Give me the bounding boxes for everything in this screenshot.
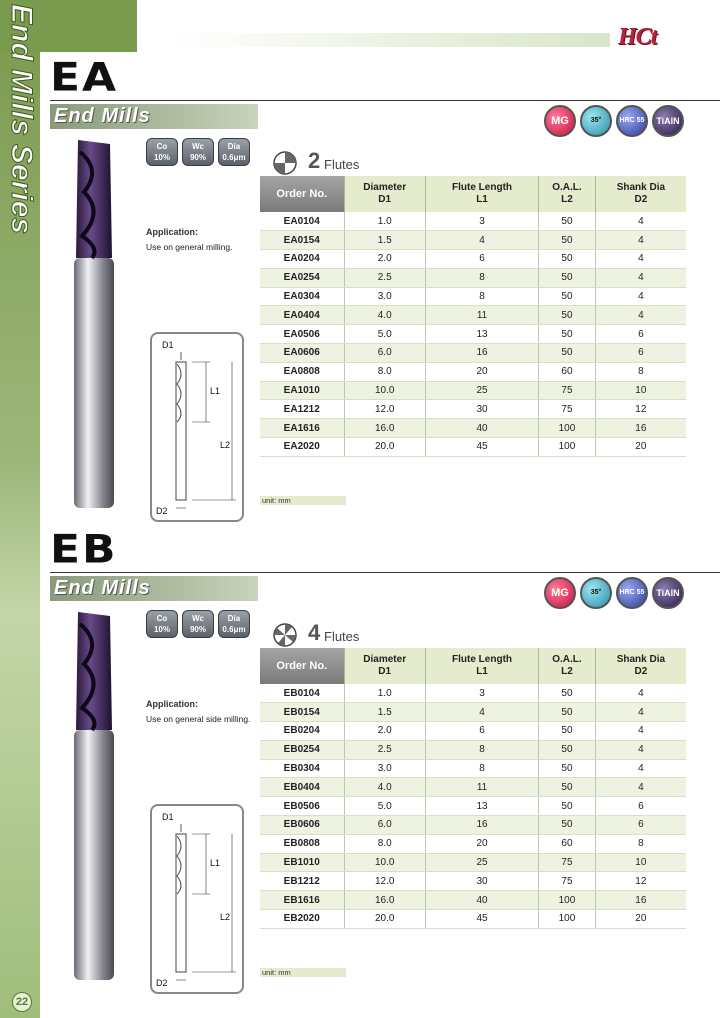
dimension-drawing xyxy=(152,334,242,520)
shank-dia-cell: 6 xyxy=(595,816,686,835)
diameter-cell: 20.0 xyxy=(344,910,425,929)
oal-cell: 50 xyxy=(539,268,596,287)
oal-cell: 60 xyxy=(539,834,596,853)
oal-cell: 50 xyxy=(539,703,596,722)
diameter-cell: 10.0 xyxy=(344,853,425,872)
diameter-cell: 5.0 xyxy=(344,325,425,344)
order-no-cell: EB0808 xyxy=(260,834,344,853)
table-row xyxy=(260,325,686,344)
helix-angle-badge: 35° xyxy=(580,577,612,609)
oal-cell: 75 xyxy=(539,381,596,400)
table-row xyxy=(260,381,686,400)
order-no-cell: EA0404 xyxy=(260,306,344,325)
shank-dia-cell: 6 xyxy=(595,325,686,344)
header-symbol: L1 xyxy=(476,666,488,677)
unit-note: unit: mm xyxy=(260,496,346,505)
diameter-cell: 1.0 xyxy=(344,684,425,703)
header-symbol: L1 xyxy=(476,194,488,205)
shank-dia-cell: 20 xyxy=(595,910,686,929)
end-mill-photo xyxy=(72,140,116,508)
flute-length-cell: 8 xyxy=(425,268,538,287)
diameter-cell: 3.0 xyxy=(344,287,425,306)
order-no-cell: EB0104 xyxy=(260,684,344,703)
flute-length-cell: 3 xyxy=(425,212,538,231)
header-title: Flute Length xyxy=(452,654,513,665)
d2-label: D2 xyxy=(156,978,168,988)
oal-cell: 50 xyxy=(539,722,596,741)
material-name: Wc xyxy=(192,614,204,623)
dimension-diagram xyxy=(150,332,244,522)
diameter-cell: 8.0 xyxy=(344,362,425,381)
application-text: Use on general side milling. xyxy=(146,714,251,724)
flute-length-cell: 11 xyxy=(425,778,538,797)
material-value: 90% xyxy=(189,153,206,162)
oal-cell: 50 xyxy=(539,684,596,703)
material-badge xyxy=(218,138,250,166)
header-title: O.A.L. xyxy=(552,182,582,193)
material-badge xyxy=(218,610,250,638)
diameter-cell: 2.5 xyxy=(344,268,425,287)
table-row xyxy=(260,722,686,741)
diameter-cell: 2.5 xyxy=(344,740,425,759)
shank-dia-cell: 8 xyxy=(595,834,686,853)
diameter-cell: 1.5 xyxy=(344,703,425,722)
shank-dia-cell: 10 xyxy=(595,381,686,400)
material-badges xyxy=(146,138,256,168)
application-text: Use on general milling. xyxy=(146,242,233,252)
mg-badge: MG xyxy=(544,105,576,137)
l1-label: L1 xyxy=(210,858,221,868)
oal-cell: 50 xyxy=(539,740,596,759)
diameter-cell: 8.0 xyxy=(344,834,425,853)
table-row xyxy=(260,703,686,722)
oal-cell: 100 xyxy=(539,910,596,929)
table-row xyxy=(260,268,686,287)
oal-cell: 75 xyxy=(539,400,596,419)
order-no-cell: EA1010 xyxy=(260,381,344,400)
oal-cell: 50 xyxy=(539,344,596,363)
table-row xyxy=(260,306,686,325)
coating-badge: TiAlN xyxy=(652,577,684,609)
top-bar xyxy=(170,33,610,47)
feature-badges xyxy=(544,105,694,141)
oal-cell: 50 xyxy=(539,250,596,269)
diameter-cell: 4.0 xyxy=(344,778,425,797)
header-symbol: D1 xyxy=(378,666,392,677)
oal-cell: 100 xyxy=(539,438,596,457)
table-row xyxy=(260,344,686,363)
l2-label: L2 xyxy=(220,440,231,450)
oal-cell: 50 xyxy=(539,287,596,306)
diameter-cell: 6.0 xyxy=(344,816,425,835)
order-no-cell: EB1616 xyxy=(260,891,344,910)
flute-cross-section-icon xyxy=(272,150,298,176)
shank-dia-cell: 6 xyxy=(595,344,686,363)
flute-word: Flutes xyxy=(324,157,360,172)
table-row xyxy=(260,834,686,853)
flute-length-cell: 4 xyxy=(425,231,538,250)
page-number: 22 xyxy=(12,992,32,1012)
order-no-cell: EB0204 xyxy=(260,722,344,741)
diameter-cell: 3.0 xyxy=(344,759,425,778)
material-value: 90% xyxy=(189,625,206,634)
oal-cell: 50 xyxy=(539,306,596,325)
order-no-cell: EB2020 xyxy=(260,910,344,929)
table-body xyxy=(260,684,686,928)
shank-dia-cell: 8 xyxy=(595,362,686,381)
diameter-cell: 16.0 xyxy=(344,419,425,438)
table-row xyxy=(260,816,686,835)
dimension-diagram xyxy=(150,804,244,994)
shank-dia-cell: 4 xyxy=(595,759,686,778)
section-band xyxy=(50,104,258,129)
oal-cell: 75 xyxy=(539,853,596,872)
flute-length-cell: 3 xyxy=(425,684,538,703)
flute-length-cell: 45 xyxy=(425,910,538,929)
shank-dia-cell: 4 xyxy=(595,287,686,306)
order-no-cell: EA0254 xyxy=(260,268,344,287)
table-body xyxy=(260,212,686,456)
flute-length-cell: 11 xyxy=(425,306,538,325)
header-symbol: D2 xyxy=(634,194,648,205)
table-row xyxy=(260,231,686,250)
table-row xyxy=(260,250,686,269)
flute-length-cell: 20 xyxy=(425,834,538,853)
table-row xyxy=(260,438,686,457)
mg-badge: MG xyxy=(544,577,576,609)
table-row xyxy=(260,212,686,231)
unit-note: unit: mm xyxy=(260,968,346,977)
table-row xyxy=(260,778,686,797)
order-no-cell: EA0304 xyxy=(260,287,344,306)
d1-label: D1 xyxy=(162,340,174,350)
flute-length-cell: 8 xyxy=(425,759,538,778)
header-title: Shank Dia xyxy=(616,654,666,665)
shank-dia-cell: 20 xyxy=(595,438,686,457)
order-no-cell: EA0154 xyxy=(260,231,344,250)
header-flute-length xyxy=(425,176,538,212)
coating-badge: TiAlN xyxy=(652,105,684,137)
material-badge xyxy=(146,138,178,166)
table-row xyxy=(260,759,686,778)
flute-count: 4 xyxy=(308,620,321,645)
shank-dia-cell: 4 xyxy=(595,778,686,797)
header-diameter xyxy=(344,176,425,212)
table-header-row xyxy=(260,176,686,212)
shank-dia-cell: 4 xyxy=(595,740,686,759)
table-header-row xyxy=(260,648,686,684)
flute-word: Flutes xyxy=(324,629,360,644)
header-title: Flute Length xyxy=(452,182,513,193)
d2-label: D2 xyxy=(156,506,168,516)
shank-dia-cell: 4 xyxy=(595,684,686,703)
product-section xyxy=(40,524,720,992)
table-row xyxy=(260,740,686,759)
material-value: 0.6μm xyxy=(222,153,246,162)
shank-dia-cell: 4 xyxy=(595,212,686,231)
helix-angle-badge: 35° xyxy=(580,105,612,137)
application-label: Application: xyxy=(146,227,198,237)
header-oal xyxy=(539,648,596,684)
table-row xyxy=(260,891,686,910)
order-no-cell: EB1212 xyxy=(260,872,344,891)
section-rule xyxy=(50,572,720,573)
feature-badges xyxy=(544,577,694,613)
shank-dia-cell: 4 xyxy=(595,722,686,741)
order-no-cell: EA0204 xyxy=(260,250,344,269)
table-row xyxy=(260,400,686,419)
header-title: O.A.L. xyxy=(552,654,582,665)
flute-cross-section-icon xyxy=(272,622,298,648)
oal-cell: 50 xyxy=(539,325,596,344)
header-title: Diameter xyxy=(363,182,407,193)
application-label: Application: xyxy=(146,699,198,709)
header-title: Diameter xyxy=(363,654,407,665)
section-band xyxy=(50,576,258,601)
shank-dia-cell: 6 xyxy=(595,797,686,816)
diameter-cell: 5.0 xyxy=(344,797,425,816)
oal-cell: 50 xyxy=(539,212,596,231)
material-value: 10% xyxy=(153,625,170,634)
order-no-cell: EA0606 xyxy=(260,344,344,363)
flute-length-cell: 20 xyxy=(425,362,538,381)
oal-cell: 100 xyxy=(539,419,596,438)
material-badges xyxy=(146,610,256,640)
diameter-cell: 12.0 xyxy=(344,400,425,419)
oal-cell: 50 xyxy=(539,759,596,778)
header-diameter xyxy=(344,648,425,684)
table-row xyxy=(260,872,686,891)
order-no-cell: EA0104 xyxy=(260,212,344,231)
dimension-drawing xyxy=(152,806,242,992)
oal-cell: 50 xyxy=(539,231,596,250)
spec-table xyxy=(260,648,686,929)
series-code: EA xyxy=(50,54,119,101)
hrc-badge: HRC 55 xyxy=(616,577,648,609)
order-no-cell: EA2020 xyxy=(260,438,344,457)
header-symbol: D2 xyxy=(634,666,648,677)
shank-dia-cell: 16 xyxy=(595,419,686,438)
header-shank-dia xyxy=(595,648,686,684)
flute-length-cell: 25 xyxy=(425,853,538,872)
section-band-label: End Mills xyxy=(54,105,151,127)
header-symbol: D1 xyxy=(378,194,392,205)
oal-cell: 50 xyxy=(539,797,596,816)
material-value: 10% xyxy=(153,153,170,162)
diameter-cell: 16.0 xyxy=(344,891,425,910)
order-no-cell: EB0404 xyxy=(260,778,344,797)
diameter-cell: 6.0 xyxy=(344,344,425,363)
order-no-cell: EB0254 xyxy=(260,740,344,759)
flute-length-cell: 16 xyxy=(425,816,538,835)
section-rule xyxy=(50,100,720,101)
material-badge xyxy=(146,610,178,638)
table-row xyxy=(260,419,686,438)
flute-length-cell: 13 xyxy=(425,797,538,816)
flute-length-cell: 40 xyxy=(425,419,538,438)
table-row xyxy=(260,362,686,381)
d1-label: D1 xyxy=(162,812,174,822)
order-no-cell: EA0506 xyxy=(260,325,344,344)
shank-dia-cell: 4 xyxy=(595,306,686,325)
shank-dia-cell: 10 xyxy=(595,853,686,872)
l1-label: L1 xyxy=(210,386,221,396)
diameter-cell: 12.0 xyxy=(344,872,425,891)
header-shank-dia xyxy=(595,176,686,212)
flute-length-cell: 6 xyxy=(425,722,538,741)
flute-count: 2 xyxy=(308,148,321,173)
flute-length-cell: 8 xyxy=(425,740,538,759)
flute-length-cell: 8 xyxy=(425,287,538,306)
header-order-no: Order No. xyxy=(260,648,344,684)
material-name: Dia xyxy=(227,142,241,151)
diameter-cell: 1.5 xyxy=(344,231,425,250)
order-no-cell: EB1010 xyxy=(260,853,344,872)
flute-length-cell: 30 xyxy=(425,400,538,419)
material-name: Wc xyxy=(192,142,204,151)
material-name: Co xyxy=(156,142,168,151)
oal-cell: 100 xyxy=(539,891,596,910)
flute-length-cell: 13 xyxy=(425,325,538,344)
shank-dia-cell: 4 xyxy=(595,268,686,287)
material-name: Co xyxy=(156,614,168,623)
flute-length-cell: 16 xyxy=(425,344,538,363)
shank-dia-cell: 16 xyxy=(595,891,686,910)
material-name: Dia xyxy=(227,614,241,623)
order-no-cell: EB0506 xyxy=(260,797,344,816)
header-symbol: L2 xyxy=(561,666,573,677)
flute-length-cell: 30 xyxy=(425,872,538,891)
oal-cell: 50 xyxy=(539,778,596,797)
hrc-badge: HRC 55 xyxy=(616,105,648,137)
order-no-cell: EB0304 xyxy=(260,759,344,778)
table-row xyxy=(260,910,686,929)
flute-length-cell: 25 xyxy=(425,381,538,400)
shank-dia-cell: 12 xyxy=(595,400,686,419)
side-title xyxy=(2,0,38,360)
order-no-cell: EB0606 xyxy=(260,816,344,835)
flute-length-cell: 6 xyxy=(425,250,538,269)
header-title: Shank Dia xyxy=(616,182,666,193)
flute-length-cell: 4 xyxy=(425,703,538,722)
l2-label: L2 xyxy=(220,912,231,922)
oal-cell: 75 xyxy=(539,872,596,891)
side-title-text: End Mills Series xyxy=(5,4,38,235)
material-value: 0.6μm xyxy=(222,625,246,634)
oal-cell: 50 xyxy=(539,816,596,835)
diameter-cell: 2.0 xyxy=(344,722,425,741)
order-no-cell: EB0154 xyxy=(260,703,344,722)
order-no-cell: EA1212 xyxy=(260,400,344,419)
order-no-cell: EA0808 xyxy=(260,362,344,381)
shank-dia-cell: 4 xyxy=(595,250,686,269)
material-badge xyxy=(182,138,214,166)
order-no-cell: EA1616 xyxy=(260,419,344,438)
diameter-cell: 1.0 xyxy=(344,212,425,231)
header-flute-length xyxy=(425,648,538,684)
flute-length-cell: 45 xyxy=(425,438,538,457)
shank-dia-cell: 4 xyxy=(595,231,686,250)
oal-cell: 60 xyxy=(539,362,596,381)
flute-length-cell: 40 xyxy=(425,891,538,910)
header-order-no: Order No. xyxy=(260,176,344,212)
end-mill-photo xyxy=(72,612,116,980)
diameter-cell: 2.0 xyxy=(344,250,425,269)
shank-dia-cell: 4 xyxy=(595,703,686,722)
shank-dia-cell: 12 xyxy=(595,872,686,891)
diameter-cell: 20.0 xyxy=(344,438,425,457)
brand-logo: HCt xyxy=(618,24,657,50)
header-symbol: L2 xyxy=(561,194,573,205)
table-row xyxy=(260,287,686,306)
table-row xyxy=(260,684,686,703)
spec-table xyxy=(260,176,686,457)
table-row xyxy=(260,797,686,816)
series-code: EB xyxy=(50,526,118,573)
diameter-cell: 10.0 xyxy=(344,381,425,400)
diameter-cell: 4.0 xyxy=(344,306,425,325)
header-oal xyxy=(539,176,596,212)
table-row xyxy=(260,853,686,872)
section-band-label: End Mills xyxy=(54,577,151,599)
product-section xyxy=(40,52,720,520)
material-badge xyxy=(182,610,214,638)
